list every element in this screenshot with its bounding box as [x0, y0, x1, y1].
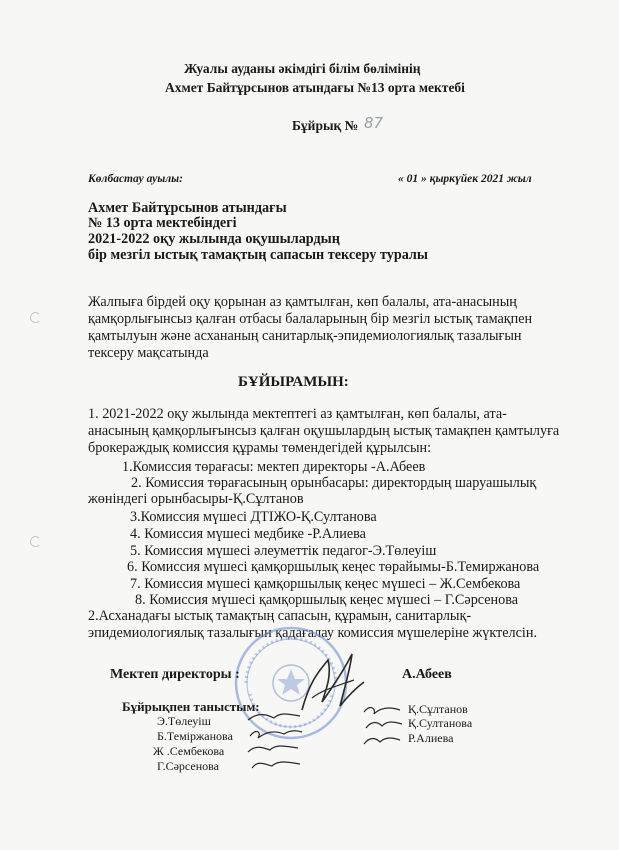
acquainted-left-name: Г.Сәрсенова: [157, 759, 219, 773]
member-line: 5. Комиссия мүшесі әлеуметтік педагог-Э.Төлеуіш: [130, 543, 437, 559]
member-line: 8. Комиссия мүшесі қамқоршылық кеңес мүшесі – Г.Сәрсенова: [135, 592, 519, 608]
order-number: 87: [364, 114, 384, 132]
acquainted-left-name: Э.Төлеуіш: [157, 714, 211, 728]
signature-role: Мектеп директоры :: [110, 667, 240, 682]
item1-line: 1. 2021-2022 оқу жылында мектептегі аз қамтылған, көп балалы, ата-: [88, 406, 507, 422]
order-date: « 01 » қыркүйек 2021 жыл: [398, 173, 532, 185]
title-line: № 13 орта мектебіндегі: [88, 215, 237, 231]
member-line: 3.Комиссия мүшесі ДТІЖО-Қ.Султанова: [130, 509, 377, 525]
item1-line: брокераждық комиссия құрамы төмендегідей құрылсын:: [88, 440, 432, 456]
punch-hole-mark: [30, 312, 41, 323]
order-label: Бұйрық №: [292, 118, 359, 133]
item2-line: 2.Асханадағы ыстық тамақтың сапасын, құрамын, санитарлық-: [88, 608, 472, 624]
intro-line: қамқорлығынсыз қалған отбасы балаларының бір мезгіл ыстық тамақпен: [88, 311, 533, 327]
intro-line: тексеру мақсатында: [88, 345, 209, 361]
member-line: 1.Комиссия төрағасы: мектеп директоры -А.Абеев: [122, 459, 426, 475]
signature-name: А.Абеев: [402, 667, 452, 682]
intro-line: қамтылуын және асхананың санитарлық-эпидемиологиялық тазалығын: [88, 328, 522, 344]
title-line: бір мезгіл ыстық тамақтың сапасын тексеру туралы: [88, 247, 428, 263]
title-line: Ахмет Байтұрсынов атындағы: [88, 200, 287, 216]
place-label: Көлбастау ауылы:: [88, 173, 183, 185]
member-line: жөніндегі орынбасыры-Қ.Сұлтанов: [88, 491, 304, 507]
punch-hole-mark: [30, 536, 41, 547]
member-line: 4. Комиссия мүшесі медбике -Р.Алиева: [130, 526, 366, 542]
item2-line: эпидемиологиялық тазалығын қадағалау комиссия мүшелеріне жүктелсін.: [88, 625, 537, 641]
decree-word: БҰЙЫРАМЫН:: [238, 374, 349, 390]
acquainted-label: Бұйрықпен таныстым:: [122, 699, 260, 714]
intro-line: Жалпыға бірдей оқу қорынан аз қамтылған, көп балалы, ата-анасының: [88, 294, 517, 310]
title-line: 2021-2022 оқу жылында оқушылардың: [88, 231, 340, 247]
member-signatures-left: [244, 708, 306, 774]
acquainted-right-name: Қ.Султанова: [408, 716, 473, 730]
acquainted-right-name: Р.Алиева: [408, 731, 454, 745]
member-line: 7. Комиссия мүшесі қамқоршылық кеңес мүшесі – Ж.Сембекова: [130, 576, 521, 592]
member-line: 6. Комиссия мүшесі қамқоршылық кеңес төрайымы-Б.Темиржанова: [127, 559, 540, 575]
header-line-1: Жуалы ауданы әкімдігі білім бөлімінің: [184, 61, 421, 76]
acquainted-right-name: Қ.Сұлтанов: [408, 702, 468, 716]
member-signatures-right: [360, 700, 406, 750]
member-line: 2. Комиссия төрағасының орынбасары: директордың шаруашылық: [131, 475, 537, 491]
acquainted-left-name: Ж .Сембекова: [153, 744, 225, 758]
item1-line: анасының қамқорлығынсыз қалған оқушылардың ыстық тамақпен қамтылуға: [88, 423, 560, 439]
header-line-2: Ахмет Байтұрсынов атындағы №13 орта мектебі: [165, 80, 465, 95]
acquainted-left-name: Б.Темiржанова: [157, 729, 233, 743]
